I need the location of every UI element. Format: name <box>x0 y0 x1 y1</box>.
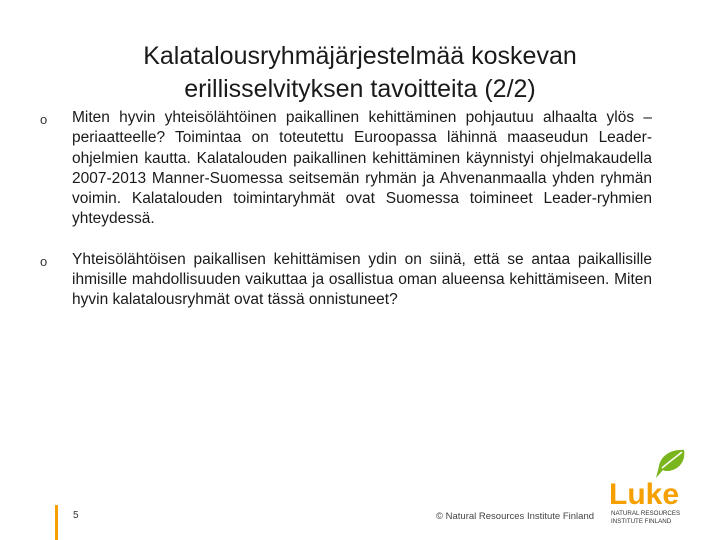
bullet-marker: o <box>40 253 48 269</box>
bullet-text: Yhteisölähtöisen paikallisen kehittämisen ydin on siinä, että se antaa paikallisille ihmisille mahdollisuuden vaikuttaa ja osallistua oman alueensa kehittämiseen. Miten hyvin kalatalousryhmät ovat tässä onnistuneet? <box>72 250 652 309</box>
bullet-list <box>40 108 652 311</box>
slide-title-line-1: Kalatalousryhmäjärjestelmää koskevan <box>143 42 577 70</box>
page-number: 5 <box>73 510 79 521</box>
logo-wordmark: Luke <box>609 478 680 511</box>
logo-subtitle-line-2: INSTITUTE FINLAND <box>611 518 672 525</box>
logo-subtitle-line-1: NATURAL RESOURCES <box>611 510 681 517</box>
bullet-item <box>40 108 652 230</box>
footer-accent-bar <box>55 505 58 540</box>
slide-title-line-2: erillisselvityksen tavoitteita (2/2) <box>184 75 536 103</box>
copyright-notice: © Natural Resources Institute Finland <box>436 511 595 522</box>
bullet-item <box>40 250 652 311</box>
slide-title <box>60 40 660 106</box>
bullet-text: Miten hyvin yhteisölähtöinen paikallinen kehittäminen pohjautuu alhaalta ylös –periaatteelle? Toimintaa on toteutettu Euroopassa lähinnä maaseudun Leader-ohjelmien kautta. Kalatalouden paikallinen kehittäminen käynnistyi ohjelmakaudella 2007-2013 Manner-Suomessa seitsemän ryhmän ja Ahvenanmaalla yhden ryhmän voimin. Kalatalouden toimintaryhmät ovat Suomessa toimineet Leader-ryhmien yhteydessä. <box>72 109 652 228</box>
luke-logo-graphic <box>609 446 691 528</box>
leaf-speech-bubble-icon <box>656 450 684 478</box>
bullet-marker: o <box>40 112 48 127</box>
luke-logo <box>609 446 691 528</box>
